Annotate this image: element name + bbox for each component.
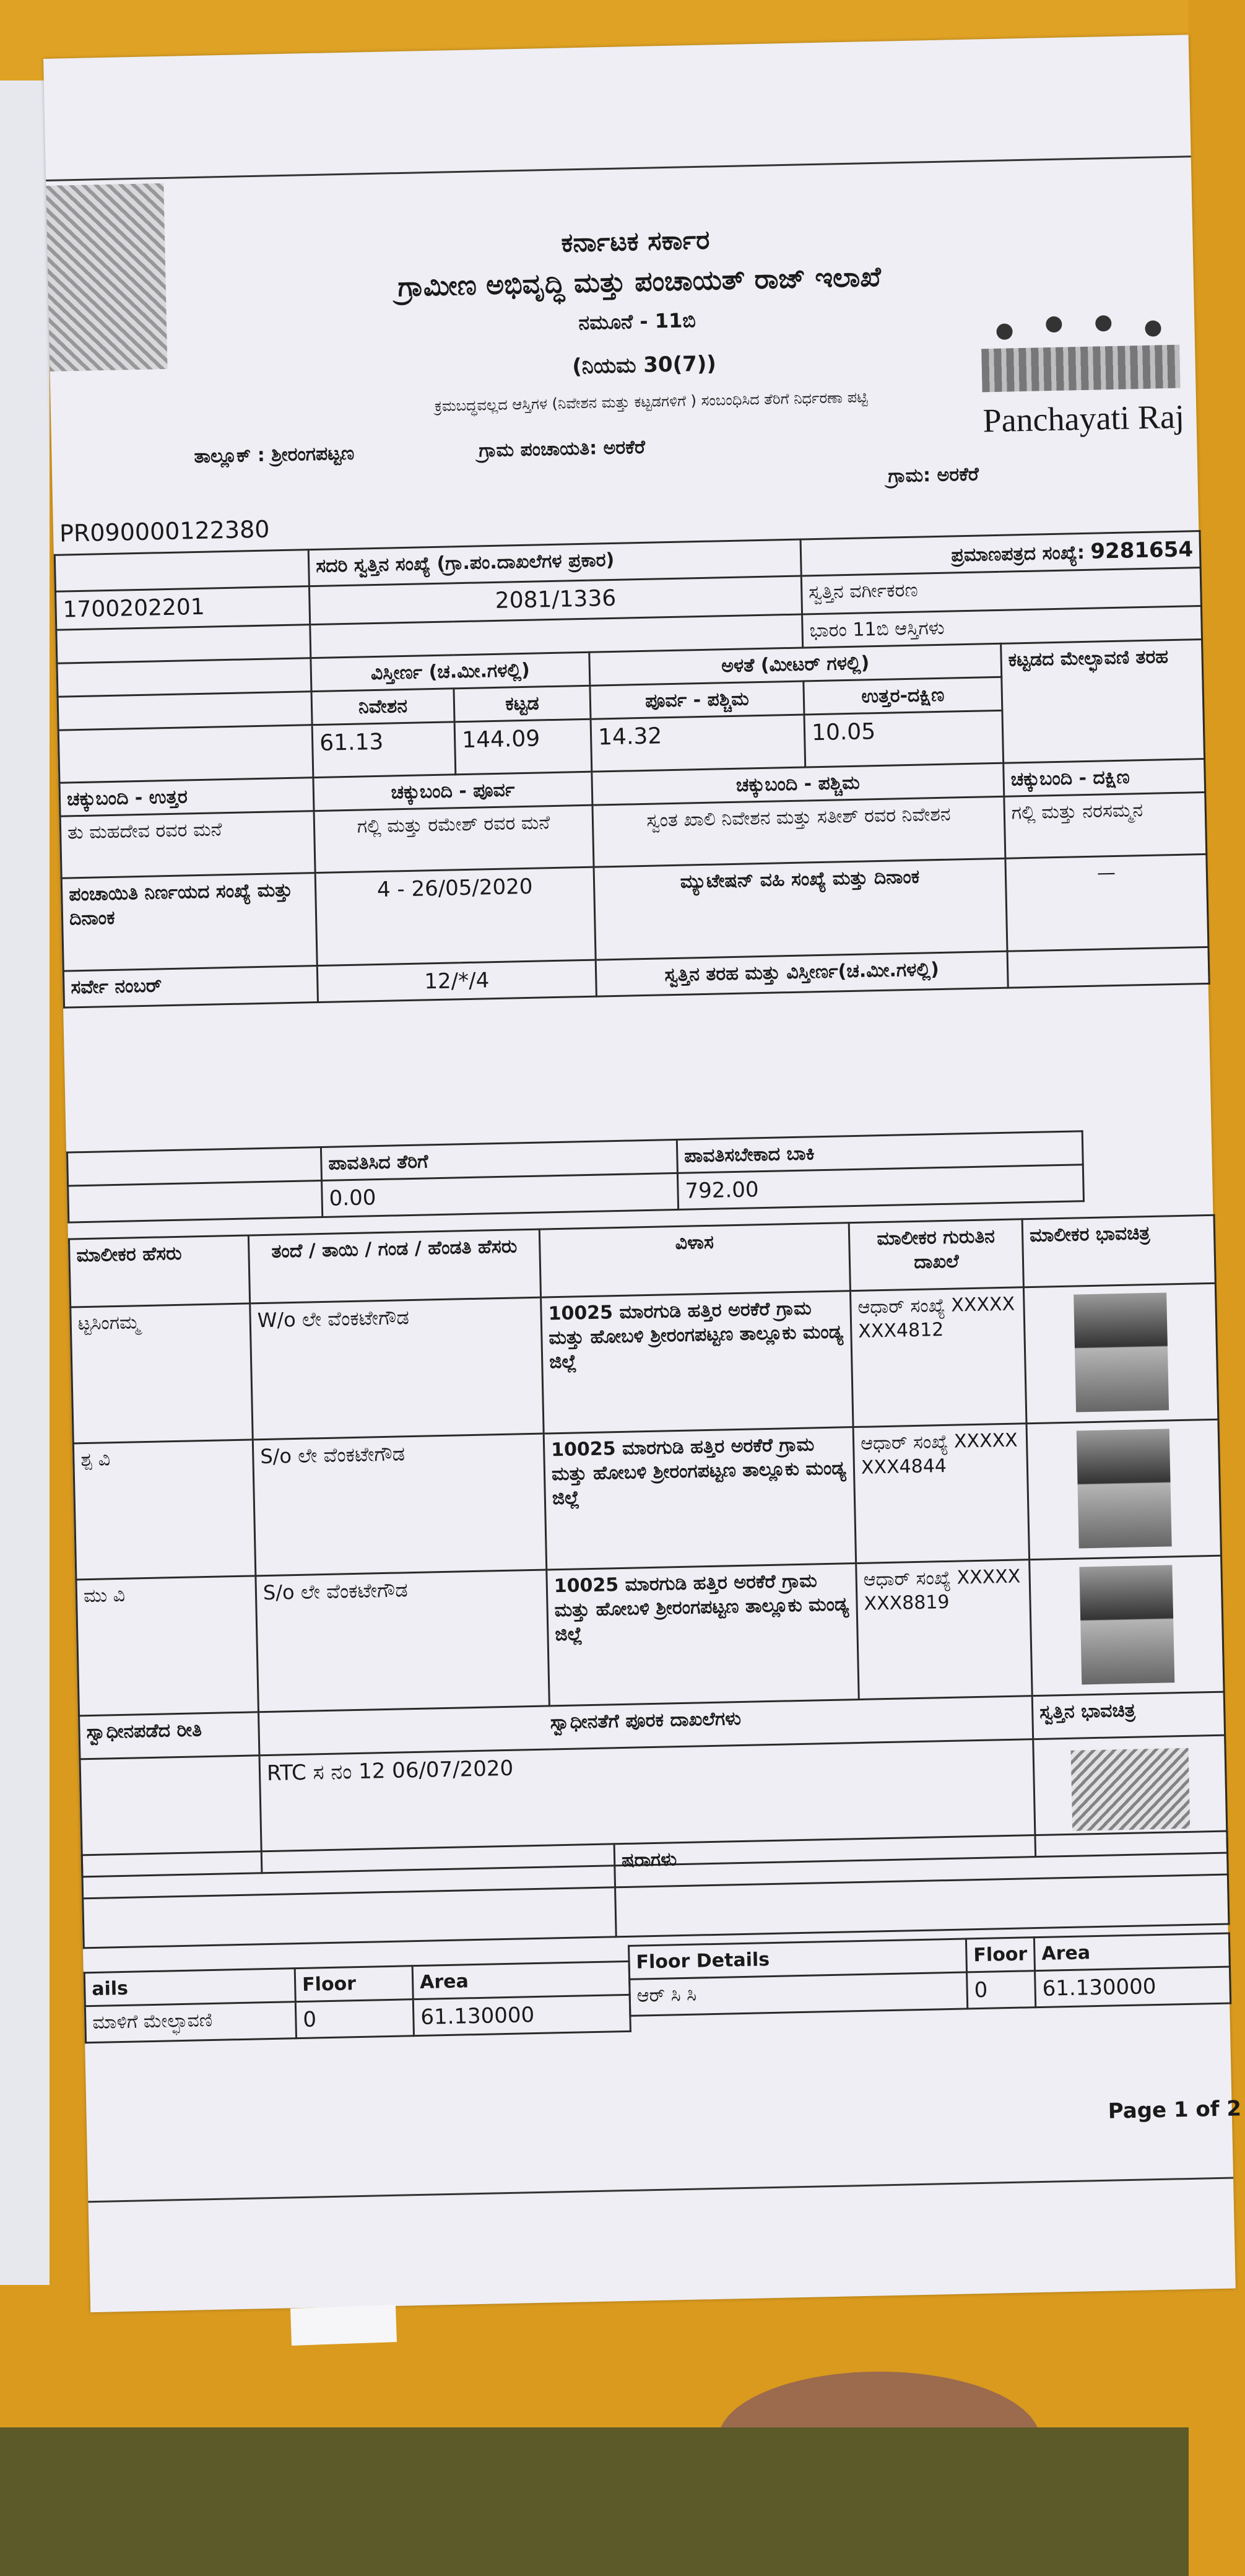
taluk: ತಾಲ್ಲೂಕ್ : ಶ್ರೀರಂಗಪಟ್ಟಣ <box>194 442 355 468</box>
south-boundary-label: ಚಕ್ಕುಬಂದಿ - ದಕ್ಷಿಣ <box>1004 759 1205 796</box>
owner-id: ಆಧಾರ್ ಸಂಖ್ಯೆ XXXXXXXX8819 <box>856 1560 1033 1700</box>
owner-photo-cell <box>1030 1556 1225 1695</box>
east-west-value: 14.32 <box>591 715 805 772</box>
plot-area: 61.13 <box>312 722 456 778</box>
owner-address: 10025 ಮಾರಗುಡಿ ಹತ್ತಿರ ಅರಕೆರೆ ಗ್ರಾಮ ಮತ್ತು ಹೋಬಳಿ ಶ್ರೀರಂಗಪಟ್ಟಣ ತಾಲ್ಲೂಕು ಮಂಡ್ಯ ಜಿಲ್ಲೆ <box>544 1427 856 1570</box>
owner-name: ಮು ವಿ <box>76 1576 259 1716</box>
remarks-label: ಷರಾಗಳು <box>614 1831 1228 1887</box>
document-page <box>43 35 1242 2312</box>
certificate-label: ಪ್ರಮಾಣಪತ್ರದ ಸಂಖ್ಯೆ: <box>951 541 1085 567</box>
classification-label: ಸ್ವತ್ತಿನ ವರ್ಗೀಕರಣ <box>801 568 1201 614</box>
top-rule <box>46 155 1191 181</box>
gram-panchayat: ಗ್ರಾಮ ಪಂಚಾಯತಿ: ಅರಕೆರೆ <box>479 436 646 462</box>
north-boundary-label: ಚಕ್ಕುಬಂದಿ - ಉತ್ತರ <box>59 778 314 817</box>
floor-type: ಮಾಳಿಗೆ ಮೇಲ್ಛಾವಣಿ <box>85 2002 296 2043</box>
id-header: ಮಾಲೀಕರ ಗುರುತಿನ ದಾಖಲೆ <box>849 1219 1023 1291</box>
cell-empty <box>57 658 311 697</box>
owner-id: ಆಧಾರ್ ಸಂಖ್ಯೆ XXXXXXXX4844 <box>853 1424 1030 1564</box>
address-header: ವಿಳಾಸ <box>539 1223 850 1297</box>
table-row <box>76 1556 1224 1716</box>
east-west-label: ಪೂರ್ವ - ಪಶ್ಚಿಮ <box>590 681 804 719</box>
type-area-label: ಸ್ವತ್ತಿನ ತರಹ ಮತ್ತು ವಿಸ್ತೀರ್ಣ(ಚ.ಮೀ.ಗಳಲ್ಲಿ) <box>596 951 1008 996</box>
brand-name: Panchayati Raj <box>982 398 1185 440</box>
dimension-label: ಅಳತೆ (ಮೀಟರ್ ಗಳಲ್ಲಿ) <box>589 643 1002 685</box>
owner-photo-cell <box>1026 1419 1221 1559</box>
floor-label: Floor <box>966 1938 1035 1972</box>
tax-paid-label: ಪಾವತಿಸಿದ ತೆರಿಗೆ <box>321 1139 677 1180</box>
survey-label: ಸರ್ವೇ ನಂಬರ್ <box>63 966 318 1008</box>
owner-name-header: ಮಾಲೀಕರ ಹೆಸರು <box>69 1235 249 1307</box>
classification-value: ಭಾರಂ 11ಬಿ ಆಸ್ತಿಗಳು <box>802 606 1202 648</box>
cell-empty <box>56 625 311 664</box>
owner-address: 10025 ಮಾರಗುಡಿ ಹತ್ತಿರ ಅರಕೆರೆ ಗ್ರಾಮ ಮತ್ತು ಹೋಬಳಿ ಶ್ರೀರಂಗಪಟ್ಟಣ ತಾಲ್ಲೂಕು ಮಂಡ್ಯ ಜಿಲ್ಲೆ <box>541 1291 853 1434</box>
relation-header: ತಂದೆ / ತಾಯಿ / ಗಂಡ / ಹೆಂಡತಿ ಹೆಸರು <box>248 1229 540 1303</box>
area-label: Area <box>1034 1933 1230 1971</box>
gov-title: ಕರ್ನಾಟಕ ಸರ್ಕಾರ <box>560 224 710 258</box>
cloth-background <box>0 2427 1189 2576</box>
tax-paid-value: 0.00 <box>322 1173 679 1217</box>
owner-relation: S/o ಲೇ ವೆಂಕಟೇಗೌಡ <box>256 1570 550 1712</box>
pr-number: PR090000122380 <box>59 515 270 547</box>
tax-due-label: ಪಾವತಿಸಬೇಕಾದ ಬಾಕಿ <box>677 1131 1083 1173</box>
village: ಗ್ರಾಮ: ಅರಕೆರೆ <box>888 463 979 487</box>
cell-empty <box>54 550 309 592</box>
east-boundary-value: ಗಲ್ಲಿ ಮತ್ತು ರಮೇಶ್ ರವರ ಮನೆ <box>314 805 594 872</box>
property-details-table <box>54 530 1210 1009</box>
west-boundary-value: ಸ್ವಂತ ಖಾಲಿ ನಿವೇಶನ ಮತ್ತು ಸತೀಶ್ ರವರ ನಿವೇಶನ <box>592 796 1005 867</box>
table-row <box>71 1283 1218 1443</box>
area-label: Area <box>412 1961 630 1999</box>
survey-value: 12/*/4 <box>317 960 596 1003</box>
east-boundary-label: ಚಕ್ಕುಬಂದಿ - ಪೂರ್ವ <box>313 772 592 811</box>
floor-area: 61.130000 <box>413 1995 630 2036</box>
form-number: ನಮೂನೆ - 11ಬಿ <box>578 308 696 334</box>
floor-table-left <box>84 1960 631 2044</box>
floor-number: 0 <box>967 1971 1036 2009</box>
plot-label: ನಿವೇಶನ <box>311 689 454 725</box>
building-label: ಕಟ್ಟಡ <box>454 685 591 722</box>
property-photo <box>1070 1748 1190 1831</box>
north-south-label: ಉತ್ತರ-ದಕ್ಷಿಣ <box>804 677 1002 715</box>
tax-table <box>66 1130 1085 1224</box>
property-photo-label: ಸ್ವತ್ತಿನ ಭಾವಚಿತ್ರ <box>1032 1692 1225 1739</box>
area-label: ವಿಸ್ತೀರ್ಣ (ಚ.ಮೀ.ಗಳಲ್ಲಿ) <box>311 652 590 691</box>
photo-header: ಮಾಲೀಕರ ಭಾವಚಿತ್ರ <box>1022 1215 1215 1287</box>
decision-label: ಪಂಚಾಯಿತಿ ನಿರ್ಣಯದ ಸಂಖ್ಯೆ ಮತ್ತು ದಿನಾಂಕ <box>61 873 317 972</box>
panchayati-raj-logo <box>978 313 1191 454</box>
cell-empty <box>83 1887 616 1948</box>
torn-paper-edge <box>290 2305 397 2346</box>
bottom-rule <box>88 2177 1233 2203</box>
owner-relation: W/o ಲೇ ವೆಂಕಟೇಗೌಡ <box>250 1297 544 1440</box>
owner-photo-cell <box>1023 1283 1218 1423</box>
owner-address: 10025 ಮಾರಗುಡಿ ಹತ್ತಿರ ಅರಕೆರೆ ಗ್ರಾಮ ಮತ್ತು ಹೋಬಳಿ ಶ್ರೀರಂಗಪಟ್ಟಣ ತಾಲ್ಲೂಕು ಮಂಡ್ಯ ಜಿಲ್ಲೆ <box>547 1564 859 1706</box>
owner-name: ಶ್ಪ ವಿ <box>73 1440 256 1580</box>
building-area: 144.09 <box>454 719 592 775</box>
government-emblem <box>46 183 167 372</box>
owner-photo <box>1074 1292 1169 1412</box>
asset-number: 2081/1336 <box>309 576 802 624</box>
acquisition-mode-label: ಸ್ವಾಧೀನಪಡೆದ ರೀತಿ <box>79 1712 259 1759</box>
rule-number: (ನಿಯಮ 30(7)) <box>571 351 717 380</box>
south-boundary-value: ಗಲ್ಲಿ ಮತ್ತು ನರಸಮ್ಮನ <box>1004 792 1207 858</box>
asset-number-header-text: ಸದರಿ ಸ್ವತ್ತಿನ ಸಂಖ್ಯೆ (ಗ್ರಾ.ಪಂ.ದಾಖಲೆಗಳ ಪ್ರಕಾರ) <box>315 549 615 577</box>
cell-empty <box>67 1147 321 1186</box>
north-south-value: 10.05 <box>804 710 1004 767</box>
details-label: ails <box>84 1969 295 2006</box>
property-number: 1700202201 <box>56 586 310 630</box>
supporting-docs-label: ಸ್ವಾಧೀನತೆಗೆ ಪೂರಕ ದಾಖಲೆಗಳು <box>258 1696 1033 1756</box>
floor-label: Floor <box>295 1966 413 2002</box>
owner-relation: S/o ಲೇ ವೆಂಕಟೇಗೌಡ <box>253 1434 547 1576</box>
type-area-value <box>1007 947 1209 988</box>
page-number: Page 1 of 2 <box>1108 2096 1242 2124</box>
form-subtitle: ಕ್ರಮಬದ್ಧವಲ್ಲದ ಆಸ್ತಿಗಳ (ನಿವೇಶನ ಮತ್ತು ಕಟ್ಟಡಗಳಿಗೆ ) ಸಂಬಂಧಿಸಿದ ತೆರಿಗೆ ನಿರ್ಧರಣಾ ಪಟ್ಟಿ <box>434 388 868 415</box>
floor-type: ಆರ್ ಸಿ ಸಿ <box>630 1972 968 2016</box>
supporting-docs-value: RTC ಸ ನಂ 12 06/07/2020 <box>259 1739 1036 1873</box>
west-boundary-label: ಚಕ್ಕುಬಂದಿ - ಪಶ್ಚಿಮ <box>592 763 1004 805</box>
owner-photo <box>1079 1565 1174 1684</box>
cell-empty <box>58 725 313 783</box>
floor-area: 61.130000 <box>1035 1967 1231 2008</box>
owners-table <box>68 1214 1228 1878</box>
north-boundary-value: ತು ಮಹದೇವ ರವರ ಮನೆ <box>60 811 315 879</box>
mutation-value: — <box>1005 854 1208 951</box>
underlying-page <box>0 80 50 2285</box>
cell-empty <box>58 692 312 731</box>
owner-id: ಆಧಾರ್ ಸಂಖ್ಯೆ XXXXXXXX4812 <box>850 1287 1026 1427</box>
owner-name: ಟ್ಟಸಿಂಗಮ್ಮ <box>71 1303 253 1443</box>
cell-empty <box>68 1180 323 1222</box>
floor-details-label: Floor Details <box>629 1939 967 1979</box>
mutation-label: ಮ್ಯುಟೇಷನ್ ವಹಿ ಸಂಖ್ಯೆ ಮತ್ತು ದಿನಾಂಕ <box>594 858 1007 960</box>
certificate-number: 9281654 <box>1090 537 1194 564</box>
owner-photo <box>1076 1429 1171 1548</box>
floor-number: 0 <box>295 1999 414 2039</box>
floor-table-right <box>628 1933 1231 2017</box>
table-row <box>73 1419 1221 1580</box>
building-roof-label: ಕಟ್ಟಡದ ಮೇಲ್ಛಾವಣಿ ತರಹ <box>1001 639 1205 763</box>
tax-due-value: 792.00 <box>677 1165 1083 1210</box>
dept-title: ಗ್ರಾಮೀಣ ಅಭಿವೃದ್ಧಿ ಮತ್ತು ಪಂಚಾಯತ್ ರಾಜ್ ಇಲಾಖೆ <box>397 261 882 303</box>
decision-value: 4 - 26/05/2020 <box>315 867 596 965</box>
